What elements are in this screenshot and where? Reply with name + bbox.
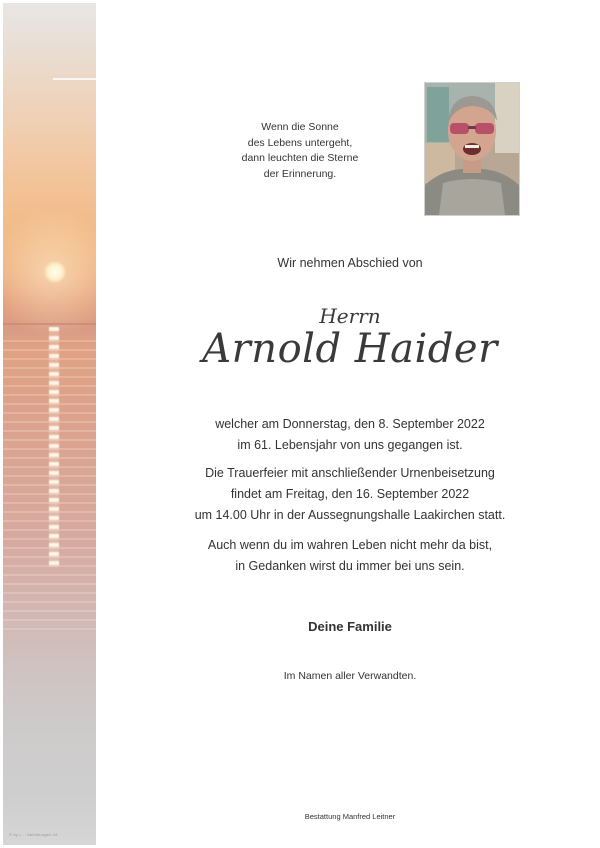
deceased-name: Arnold Haider <box>202 326 498 372</box>
funeral-line: findet am Freitag, den 16. September 2022 <box>230 487 470 501</box>
sun-reflection <box>49 327 59 567</box>
death-notice-line: im 61. Lebensjahr von uns gegangen ist. <box>237 438 463 452</box>
quote-line: des Lebens untergeht, <box>247 136 353 149</box>
farewell-line: in Gedanken wirst du immer bei uns sein. <box>235 559 465 573</box>
salutation: Herrn <box>319 304 381 328</box>
funeral-line: Die Trauerfeier mit anschließender Urnenbeisetzung <box>205 466 495 480</box>
memorial-quote <box>200 120 400 182</box>
funeral-home: Bestattung Manfred Leitner <box>304 812 396 821</box>
horizon-line <box>3 323 96 325</box>
funeral-line: um 14.00 Uhr in der Aussegnungshalle Laakirchen statt. <box>194 508 506 522</box>
farewell-line: Auch wenn du im wahren Leben nicht mehr da bist, <box>207 538 493 552</box>
light-streak <box>53 78 96 80</box>
funeral-details <box>150 463 550 526</box>
photo-credit: © by L. · Abbildungen 18 <box>9 832 58 837</box>
relatives-note: Im Namen aller Verwandten. <box>283 670 417 682</box>
death-notice-line: welcher am Donnerstag, den 8. September 2022 <box>215 417 485 431</box>
sun <box>44 261 66 283</box>
portrait-photo <box>424 82 520 216</box>
portrait-illustration <box>425 83 519 215</box>
sunset-image-strip <box>3 3 96 845</box>
farewell-message <box>150 535 550 577</box>
death-notice <box>150 414 550 456</box>
quote-line: dann leuchten die Sterne <box>241 152 359 164</box>
quote-line: der Erinnerung. <box>263 167 337 180</box>
farewell-intro: Wir nehmen Abschied von <box>277 256 423 270</box>
quote-line: Wenn die Sonne <box>261 121 339 133</box>
family-signature: Deine Familie <box>308 619 392 634</box>
